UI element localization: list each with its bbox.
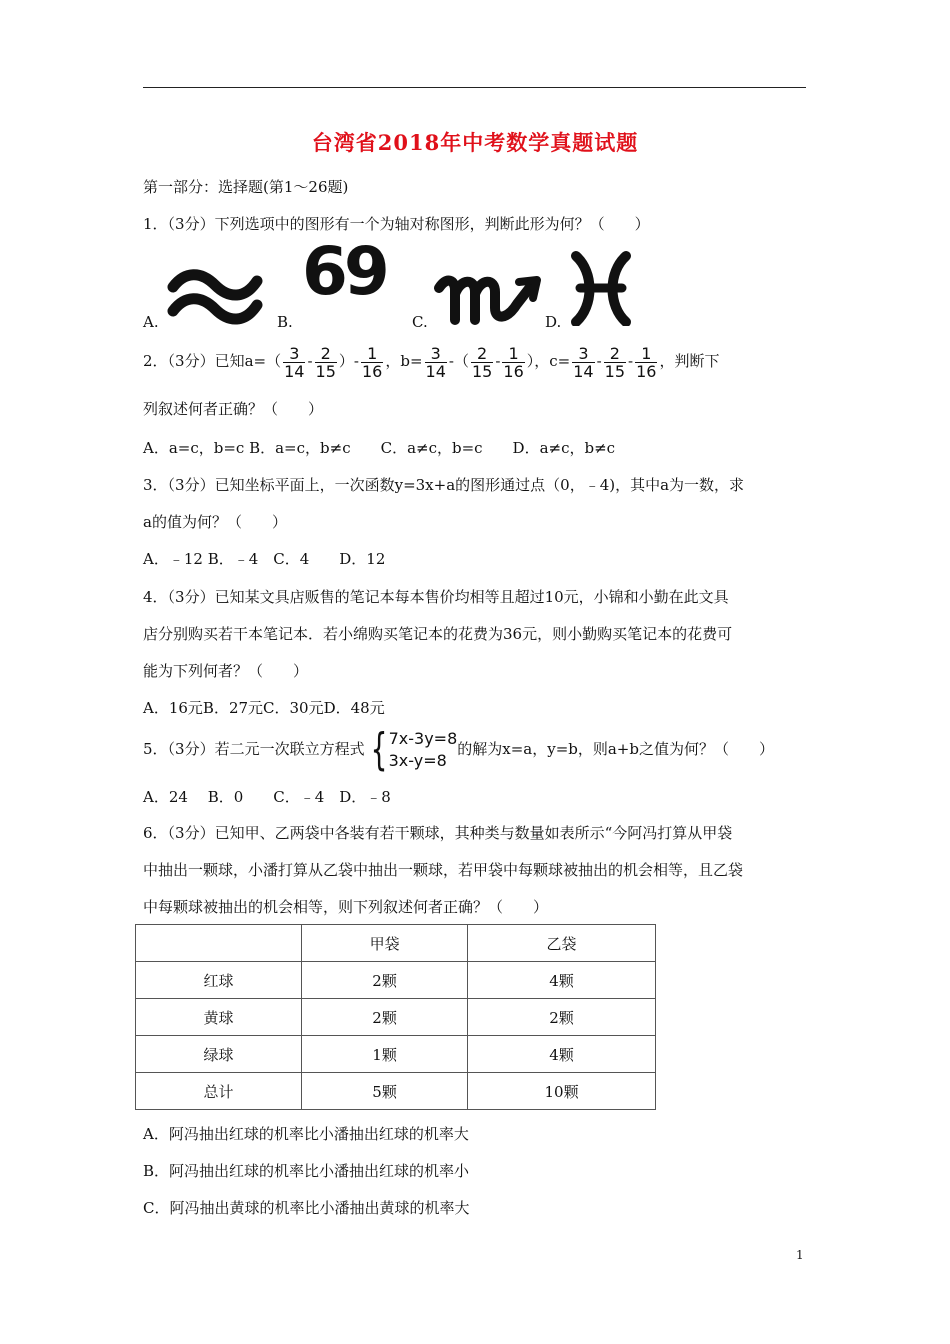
- q4-options: A．16元B．27元C．30元D．48元: [143, 699, 385, 717]
- table-cell: 总计: [136, 1073, 302, 1110]
- q2-text: -: [307, 352, 313, 370]
- q6-line2: 中抽出一颗球，小潘打算从乙袋中抽出一颗球，若甲袋中每颗球被抽出的机会相等，且乙袋: [143, 861, 744, 879]
- page-number: 1: [796, 1248, 804, 1262]
- q5-eq1: 7x-3y=8: [388, 729, 458, 748]
- table-cell: 黄球: [136, 999, 302, 1036]
- sixty-nine-symbol-icon: 69: [302, 233, 386, 310]
- scorpio-symbol-icon: [433, 268, 545, 326]
- q4-line2: 店分别购买若干本笔记本．若小绵购买笔记本的花费为36元，则小勤购买笔记本的花费可: [143, 625, 733, 643]
- table-cell: 1颗: [302, 1036, 468, 1073]
- q5-text: 的解为x=a，y=b，则a+b之值为何？（ ）: [457, 740, 774, 758]
- page-title: 台湾省2018年中考数学真题试题: [311, 130, 639, 155]
- q2-text: -: [628, 352, 634, 370]
- q3-line2: a的值为何？（ ）: [143, 513, 287, 531]
- table-cell: 绿球: [136, 1036, 302, 1073]
- q6-option-b: B．阿冯抽出红球的机率比小潘抽出红球的机率小: [143, 1162, 470, 1180]
- table-cell: 5颗: [302, 1073, 468, 1110]
- table-row: [136, 1036, 656, 1073]
- q2-stem-line: [143, 342, 719, 380]
- table-row: [136, 1073, 656, 1110]
- q2-text: ，判断下: [659, 352, 720, 370]
- table-cell: 红球: [136, 962, 302, 999]
- q2-a-frac2: $\frac{2}{15}$: [315, 343, 336, 381]
- q6-line1: 6．（3分）已知甲、乙两袋中各装有若干颗球，其种类与数量如表所示“今阿冯打算从甲袋: [143, 824, 733, 842]
- q1-option-b-label: B.: [277, 313, 293, 331]
- q2-b-frac3: $\frac{1}{16}$: [503, 343, 524, 381]
- q5-options: A．24 B．0 C．﹣4 D．﹣8: [143, 788, 391, 806]
- q6-option-c: C．阿冯抽出黄球的机率比小潘抽出黄球的机率大: [143, 1199, 470, 1217]
- table-row: [136, 962, 656, 999]
- brace-icon: {: [370, 724, 387, 775]
- table-header-cell: 甲袋: [302, 925, 468, 962]
- q2-text: -（: [448, 352, 469, 370]
- q2-b-frac2: $\frac{2}{15}$: [471, 343, 493, 381]
- q1-option-a-label: A.: [143, 313, 159, 331]
- q2-text: 2．（3分）已知a=（: [143, 352, 282, 370]
- table-cell: 4颗: [468, 962, 656, 999]
- approx-symbol-icon: [165, 265, 265, 325]
- q2-text: ），c=: [526, 352, 571, 370]
- q2-text: -: [495, 352, 501, 370]
- table-header-cell: 乙袋: [468, 925, 656, 962]
- q2-a-frac3: $\frac{1}{16}$: [361, 343, 383, 381]
- q3-line1: 3．（3分）已知坐标平面上，一次函数y=3x+a的图形通过点（0，﹣4)，其中a为一数，求: [143, 476, 745, 494]
- header-rule: [143, 87, 806, 88]
- q4-line1: 4．（3分）已知某文具店贩售的笔记本每本售价均相等且超过10元，小锦和小勤在此文具: [143, 588, 729, 606]
- q2-text: ）-: [338, 352, 359, 370]
- table-row: [136, 999, 656, 1036]
- q2-text: ，b=: [385, 352, 423, 370]
- q4-line3: 能为下列何者？（ ）: [143, 662, 309, 680]
- q2-a-frac1: $\frac{3}{14}$: [284, 343, 305, 381]
- q5-text: 5．（3分）若二元一次联立方程式: [143, 740, 365, 758]
- q6-table: [135, 924, 656, 1110]
- q2-stem-line2: 列叙述何者正确？（ ）: [143, 400, 324, 418]
- q2-b-frac1: $\frac{3}{14}$: [425, 343, 446, 381]
- table-header-row: [136, 925, 656, 962]
- q5-eq2: 3x-y=8: [388, 751, 447, 770]
- table-cell: 2颗: [302, 962, 468, 999]
- q2-c-frac3: $\frac{1}{16}$: [636, 343, 657, 381]
- table-header-cell: [136, 925, 302, 962]
- q2-c-frac1: $\frac{3}{14}$: [573, 343, 594, 381]
- table-cell: 2颗: [468, 999, 656, 1036]
- table-cell: 10颗: [468, 1073, 656, 1110]
- section-heading: 第一部分：选择题(第1～26题): [143, 178, 349, 196]
- q6-option-a: A．阿冯抽出红球的机率比小潘抽出红球的机率大: [143, 1125, 469, 1143]
- table-cell: 4颗: [468, 1036, 656, 1073]
- q6-line3: 中每颗球被抽出的机会相等，则下列叙述何者正确？（ ）: [143, 898, 549, 916]
- q1-option-d-label: D.: [545, 313, 562, 331]
- q1-option-c-label: C.: [412, 313, 428, 331]
- q2-text: -: [596, 352, 602, 370]
- table-cell: 2颗: [302, 999, 468, 1036]
- q3-options: A．﹣12 B．﹣4 C．4 D．12: [143, 550, 386, 568]
- q2-c-frac2: $\frac{2}{15}$: [604, 343, 626, 381]
- q5-stem-line: [143, 724, 774, 774]
- q2-options: A．a=c，b=c B．a=c，b≠c C．a≠c，b=c D．a≠c，b≠c: [143, 439, 616, 457]
- q1-stem: 1．（3分）下列选项中的图形有一个为轴对称图形，判断此形为何？（ ）: [143, 215, 650, 233]
- q5-equation-system: [389, 728, 458, 772]
- pisces-symbol-icon: [566, 250, 636, 326]
